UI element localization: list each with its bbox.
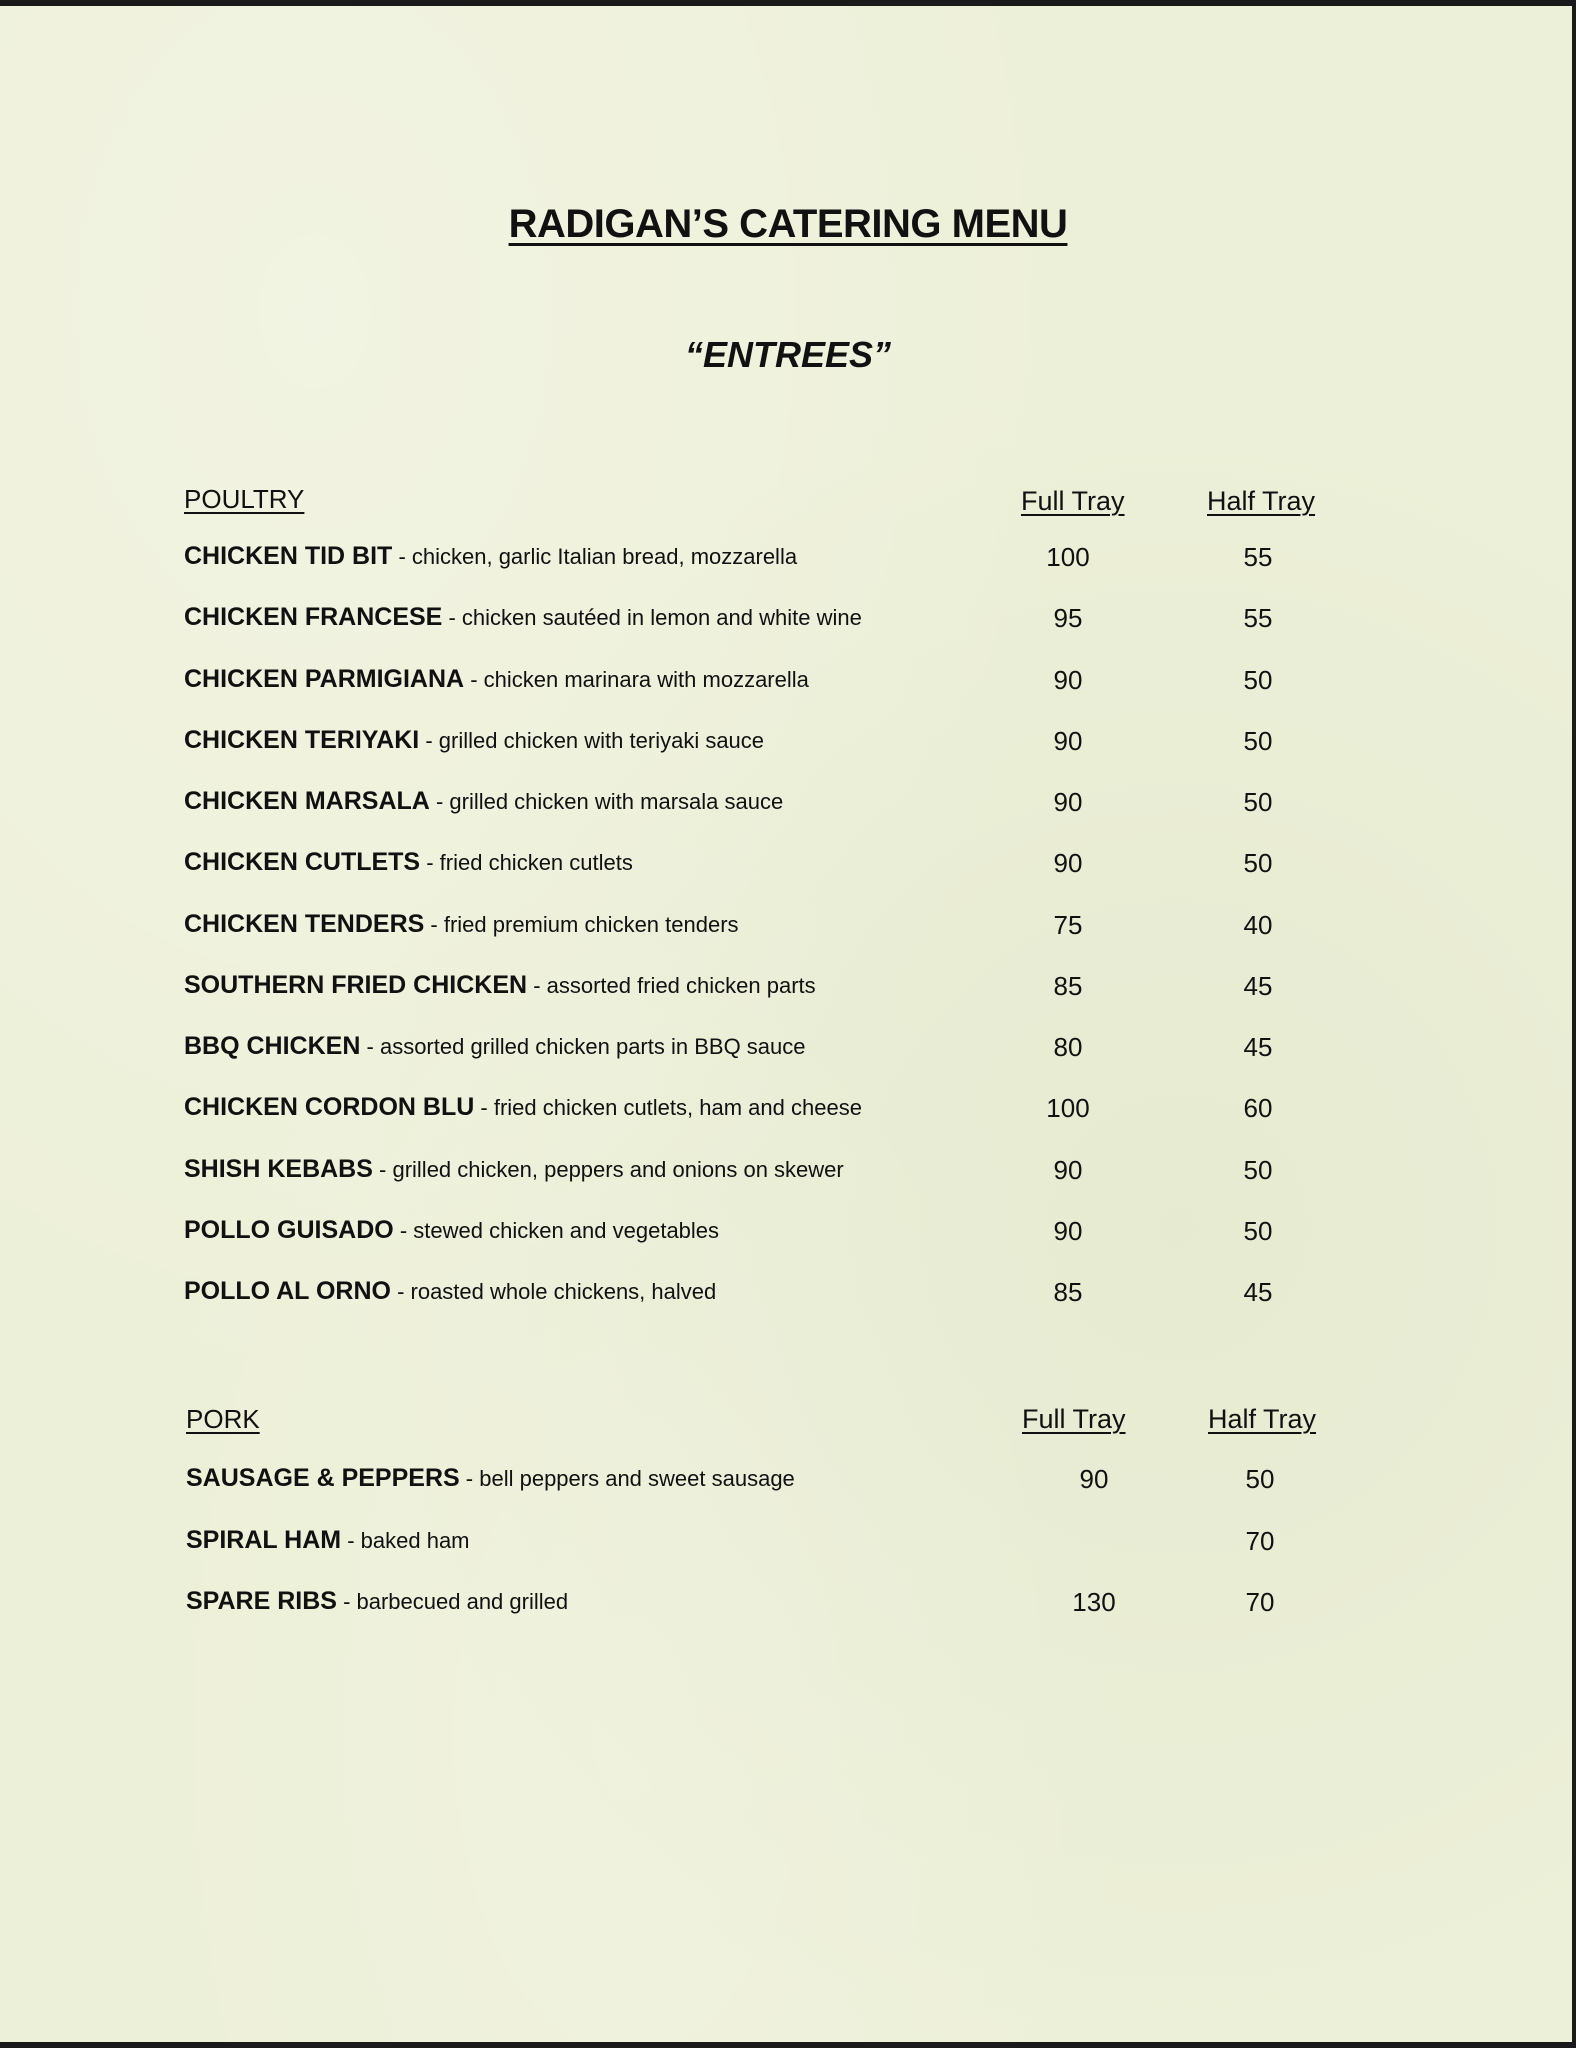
menu-item-label <box>184 665 809 694</box>
half-tray-price: 45 <box>1243 1032 1273 1062</box>
menu-page <box>0 6 1572 2042</box>
half-tray-header: Half Tray <box>1207 486 1316 516</box>
menu-item-label <box>184 603 862 632</box>
menu-item-label <box>184 787 783 816</box>
menu-item-description: - fried chicken cutlets, ham and cheese <box>474 1095 862 1121</box>
menu-item-description: - grilled chicken, peppers and onions on skewer <box>372 1156 844 1182</box>
full-tray-header: Full Tray <box>1021 486 1125 516</box>
section-header-pork: PORK <box>186 1404 260 1434</box>
menu-item-description: - barbecued and grilled <box>336 1589 569 1614</box>
menu-item-description: - chicken sautéed in lemon and white wine <box>442 605 862 631</box>
menu-item-label <box>186 1464 795 1493</box>
full-tray-price: 90 <box>1053 664 1083 695</box>
menu-item-name: CHICKEN FRANCESE <box>184 603 443 632</box>
menu-item-row <box>0 1032 1576 1072</box>
full-tray-price: 80 <box>1053 1032 1083 1062</box>
menu-item-row <box>0 1155 1576 1195</box>
menu-item-description: - assorted fried chicken parts <box>527 972 816 998</box>
half-tray-price: 50 <box>1243 1215 1273 1246</box>
menu-item-row <box>0 1526 1576 1566</box>
menu-item-row <box>0 1216 1576 1256</box>
full-tray-price: 100 <box>1046 542 1090 572</box>
full-tray-price: 90 <box>1079 1464 1109 1494</box>
half-tray-price: 50 <box>1243 1154 1273 1185</box>
menu-item-name: BBQ CHICKEN <box>184 1032 361 1060</box>
full-tray-price: 90 <box>1053 1154 1083 1185</box>
menu-item-description: - fried premium chicken tenders <box>424 911 739 937</box>
menu-item-row <box>0 542 1576 582</box>
menu-item-description: - chicken marinara with mozzarella <box>464 666 809 692</box>
menu-item-description: - grilled chicken with marsala sauce <box>429 789 784 814</box>
menu-item-label <box>184 1093 862 1122</box>
menu-item-row <box>0 848 1576 888</box>
full-tray-price: 95 <box>1053 603 1083 634</box>
menu-item-row <box>0 665 1576 705</box>
full-tray-price: 75 <box>1053 909 1083 940</box>
half-tray-price: 50 <box>1243 664 1273 695</box>
menu-item-description: - fried chicken cutlets <box>420 850 633 876</box>
menu-item-row <box>0 726 1576 766</box>
menu-item-row <box>0 1277 1576 1317</box>
half-tray-price: 50 <box>1243 725 1273 756</box>
menu-item-description: - assorted grilled chicken parts in BBQ sauce <box>360 1034 806 1059</box>
menu-item-row <box>0 971 1576 1011</box>
full-tray-price: 90 <box>1053 1215 1083 1246</box>
menu-item-row <box>0 910 1576 950</box>
menu-item-label <box>184 848 633 877</box>
menu-item-label <box>184 1155 844 1184</box>
full-tray-price: 85 <box>1053 970 1083 1001</box>
half-tray-price: 50 <box>1243 787 1273 817</box>
section-header-poultry: POULTRY <box>184 484 305 514</box>
menu-item-label <box>184 542 797 571</box>
menu-item-name: POLLO GUISADO <box>184 1215 394 1244</box>
full-tray-price: 100 <box>1046 1093 1090 1124</box>
half-tray-price: 45 <box>1243 970 1273 1001</box>
menu-item-description: - stewed chicken and vegetables <box>393 1217 720 1243</box>
menu-item-label <box>184 1277 716 1306</box>
half-tray-price: 60 <box>1243 1093 1273 1124</box>
menu-item-name: CHICKEN TERIYAKI <box>184 725 420 754</box>
menu-item-name: SPARE RIBS <box>186 1587 337 1615</box>
menu-title: RADIGAN’S CATERING MENU <box>508 202 1068 246</box>
half-tray-price: 70 <box>1245 1587 1275 1617</box>
menu-item-name: CHICKEN PARMIGIANA <box>184 664 465 693</box>
full-tray-price: 85 <box>1053 1277 1083 1307</box>
half-tray-price: 45 <box>1243 1277 1273 1307</box>
menu-item-name: SHISH KEBABS <box>184 1154 373 1183</box>
menu-item-row <box>0 787 1576 827</box>
menu-item-description: - bell peppers and sweet sausage <box>459 1466 795 1491</box>
menu-item-name: SAUSAGE & PEPPERS <box>186 1464 460 1492</box>
menu-item-name: CHICKEN TENDERS <box>184 909 425 938</box>
full-tray-price: 90 <box>1053 725 1083 756</box>
menu-item-label <box>184 910 739 939</box>
half-tray-header: Half Tray <box>1208 1404 1317 1434</box>
menu-item-description: - chicken, garlic Italian bread, mozzarella <box>392 544 798 569</box>
half-tray-price: 50 <box>1245 1464 1275 1494</box>
full-tray-header: Full Tray <box>1022 1404 1126 1434</box>
menu-item-row <box>0 1587 1576 1627</box>
menu-item-label <box>184 1216 719 1245</box>
menu-item-row <box>0 1464 1576 1504</box>
menu-item-row <box>0 603 1576 643</box>
menu-subtitle: “ENTREES” <box>684 334 892 375</box>
menu-item-label <box>184 1032 806 1061</box>
half-tray-price: 55 <box>1243 603 1273 634</box>
full-tray-price: 90 <box>1053 787 1083 817</box>
menu-item-name: SOUTHERN FRIED CHICKEN <box>184 970 528 999</box>
menu-item-description: - baked ham <box>341 1527 470 1553</box>
full-tray-price: 90 <box>1053 848 1083 879</box>
menu-item-name: CHICKEN CUTLETS <box>184 848 421 877</box>
half-tray-price: 70 <box>1245 1525 1275 1556</box>
menu-item-label <box>186 1587 568 1616</box>
menu-item-name: SPIRAL HAM <box>186 1525 342 1554</box>
menu-item-label <box>186 1526 470 1555</box>
menu-item-name: CHICKEN CORDON BLU <box>184 1093 475 1122</box>
full-tray-price: 130 <box>1072 1587 1116 1617</box>
menu-item-name: POLLO AL ORNO <box>184 1277 391 1305</box>
half-tray-price: 40 <box>1243 909 1273 940</box>
menu-item-name: CHICKEN TID BIT <box>184 542 393 570</box>
menu-item-row <box>0 1093 1576 1133</box>
half-tray-price: 50 <box>1243 848 1273 879</box>
menu-item-description: - roasted whole chickens, halved <box>390 1279 717 1304</box>
half-tray-price: 55 <box>1243 542 1273 572</box>
menu-item-name: CHICKEN MARSALA <box>184 787 430 815</box>
menu-item-label <box>184 971 816 1000</box>
menu-item-description: - grilled chicken with teriyaki sauce <box>419 727 765 753</box>
menu-item-label <box>184 726 764 755</box>
